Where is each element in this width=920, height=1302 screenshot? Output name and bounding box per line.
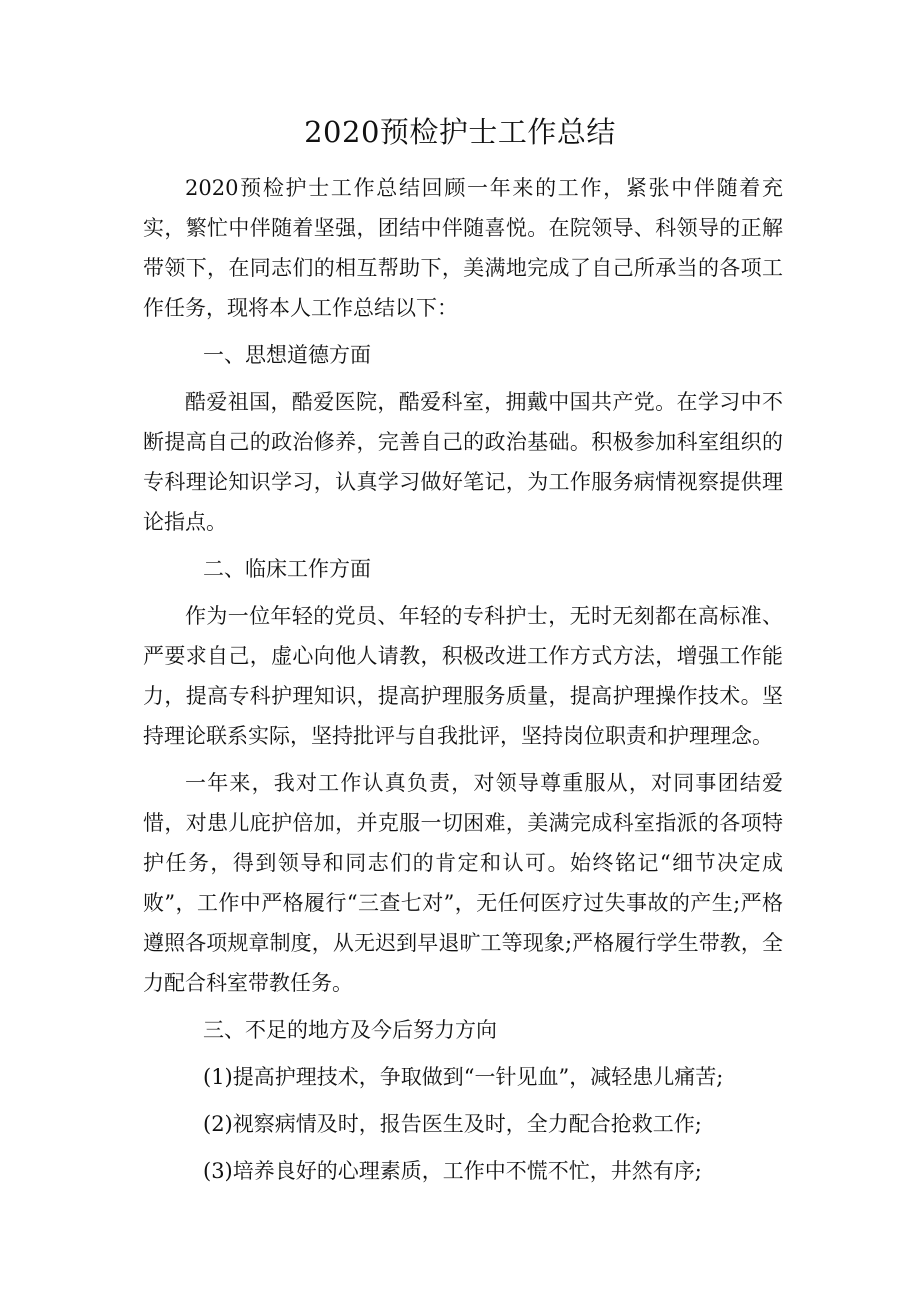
clinical-paragraph-2: 一年来，我对工作认真负责，对领导尊重服从，对同事团结爱惜，对患儿庇护倍加，并克服一切困难，美满完成科室指派的各项特护任务，得到领导和同志们的肯定和认可。始终铭记“细节决定成败”，工作中严格履行“三查七对”，无任何医疗过失事故的产生;严格遵照各项规章制度，从无迟到早退旷工等现象;严格履行学生带教，全力配合科室带教任务。 [143, 771, 783, 995]
clinical-paragraph-1: 作为一位年轻的党员、年轻的专科护士，无时无刻都在高标准、严要求自己，虚心向他人请教，积极改进工作方式方法，增强工作能力，提高专科护理知识，提高护理服务质量，提高护理操作技术。坚持理论联系实际，坚持批评与自我批评，坚持岗位职责和护理理念。 [143, 604, 783, 748]
improvement-item-1: (1)提高护理技术，争取做到“一针见血”，减轻患儿痛苦; [203, 1065, 724, 1089]
ideology-paragraph: 酷爱祖国，酷爱医院，酷爱科室，拥戴中国共产党。在学习中不断提高自己的政治修养，完善自己的政治基础。积极参加科室组织的专科理论知识学习，认真学习做好笔记，为工作服务病情视察提供理论指点。 [143, 390, 783, 534]
section-heading-ideology: 一、思想道德方面 [203, 343, 371, 367]
section-heading-improvement: 三、不足的地方及今后努力方向 [203, 1018, 497, 1042]
intro-paragraph: 2020预检护士工作总结回顾一年来的工作，紧张中伴随着充实，繁忙中伴随着坚强，团结中伴随喜悦。在院领导、科领导的正解带领下，在同志们的相互帮助下，美满地完成了自己所承当的各项工作任务，现将本人工作总结以下： [143, 176, 783, 320]
section-heading-clinical: 二、临床工作方面 [203, 557, 371, 581]
document-body [143, 168, 783, 1191]
document-title: 2020预检护士工作总结 [304, 115, 616, 149]
improvement-item-2: (2)视察病情及时，报告医生及时，全力配合抢救工作; [203, 1112, 702, 1136]
improvement-item-3: (3)培养良好的心理素质，工作中不慌不忙，井然有序; [203, 1159, 702, 1183]
